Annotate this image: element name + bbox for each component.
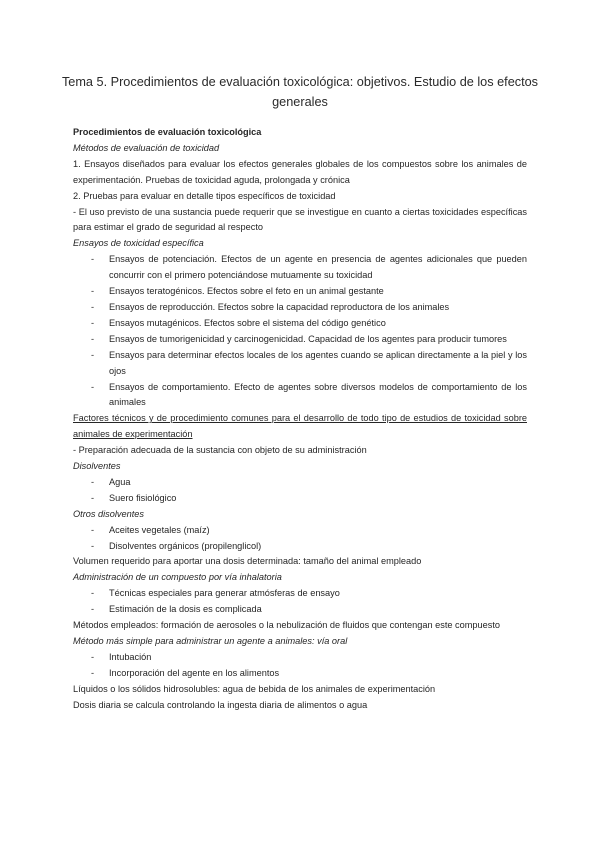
list-item: - Ensayos de comportamiento. Efecto de agentes sobre diversos modelos de comportamiento de los animales (73, 380, 527, 412)
list-item: - Ensayos de tumorigenicidad y carcinogenicidad. Capacidad de los agentes para producir tumores (73, 332, 527, 348)
oral-list (73, 650, 527, 682)
list-item: - Ensayos de potenciación. Efectos de un agente en presencia de agentes adicionales que pueden concurrir con el primero potenciándose mutuamente su toxicidad (73, 252, 527, 284)
document-title: Tema 5. Procedimientos de evaluación toxicológica: objetivos. Estudio de los efectos generales (61, 75, 539, 109)
section-subheading: Método más simple para administrar un agente a animales: vía oral (73, 636, 348, 646)
inhalation-list (73, 586, 527, 618)
solvents-list (73, 475, 527, 507)
paragraph: - Preparación adecuada de la sustancia con objeto de su administración (73, 445, 367, 456)
list-item: - Agua (73, 475, 527, 491)
list-item: - Técnicas especiales para generar atmósferas de ensayo (73, 586, 527, 602)
paragraph: 2. Pruebas para evaluar en detalle tipos específicos de toxicidad (73, 190, 336, 201)
specific-tests-list (73, 252, 527, 411)
paragraph: - El uso previsto de una sustancia puede requerir que se investigue en cuanto a ciertas toxicidades específicas para estimar el grado de seguridad al respecto (73, 206, 527, 233)
other-solvents-list (73, 523, 527, 555)
list-item: - Disolventes orgánicos (propilenglicol) (73, 539, 527, 555)
section-heading: Procedimientos de evaluación toxicológica (73, 127, 262, 137)
paragraph: Métodos empleados: formación de aerosoles o la nebulización de fluidos que contengan este compuesto (73, 620, 500, 631)
list-item: - Incorporación del agente en los alimentos (73, 666, 527, 682)
list-item: - Aceites vegetales (maíz) (73, 523, 527, 539)
paragraph: Dosis diaria se calcula controlando la ingesta diaria de alimentos o agua (73, 699, 368, 710)
list-item: - Intubación (73, 650, 527, 666)
list-item: - Estimación de la dosis es complicada (73, 602, 527, 618)
document-body (73, 125, 527, 714)
paragraph: Volumen requerido para aportar una dosis determinada: tamaño del animal empleado (73, 556, 422, 567)
list-item: - Ensayos mutagénicos. Efectos sobre el sistema del código genético (73, 316, 527, 332)
paragraph: Líquidos o los sólidos hidrosolubles: agua de bebida de los animales de experimentación (73, 683, 436, 694)
section-subheading: Administración de un compuesto por vía inhalatoria (73, 572, 282, 583)
section-subheading: Disolventes (73, 461, 121, 472)
underlined-heading: Factores técnicos y de procedimiento comunes para el desarrollo de todo tipo de estudios de toxicidad sobre animales de experimentación (73, 413, 527, 440)
list-item: - Suero fisiológico (73, 491, 527, 507)
paragraph: 1. Ensayos diseñados para evaluar los efectos generales globales de los compuestos sobre los animales de experimentación. Pruebas de toxicidad aguda, prolongada y crónica (73, 158, 527, 185)
section-subheading: Otros disolventes (73, 508, 144, 519)
section-subheading: Métodos de evaluación de toxicidad (73, 142, 220, 153)
list-item: - Ensayos para determinar efectos locales de los agentes cuando se aplican directamente a la piel y los ojos (73, 348, 527, 380)
section-subheading: Ensayos de toxicidad específica (73, 238, 204, 249)
list-item: - Ensayos teratogénicos. Efectos sobre el feto en un animal gestante (73, 284, 527, 300)
list-item: - Ensayos de reproducción. Efectos sobre la capacidad reproductora de los animales (73, 300, 527, 316)
